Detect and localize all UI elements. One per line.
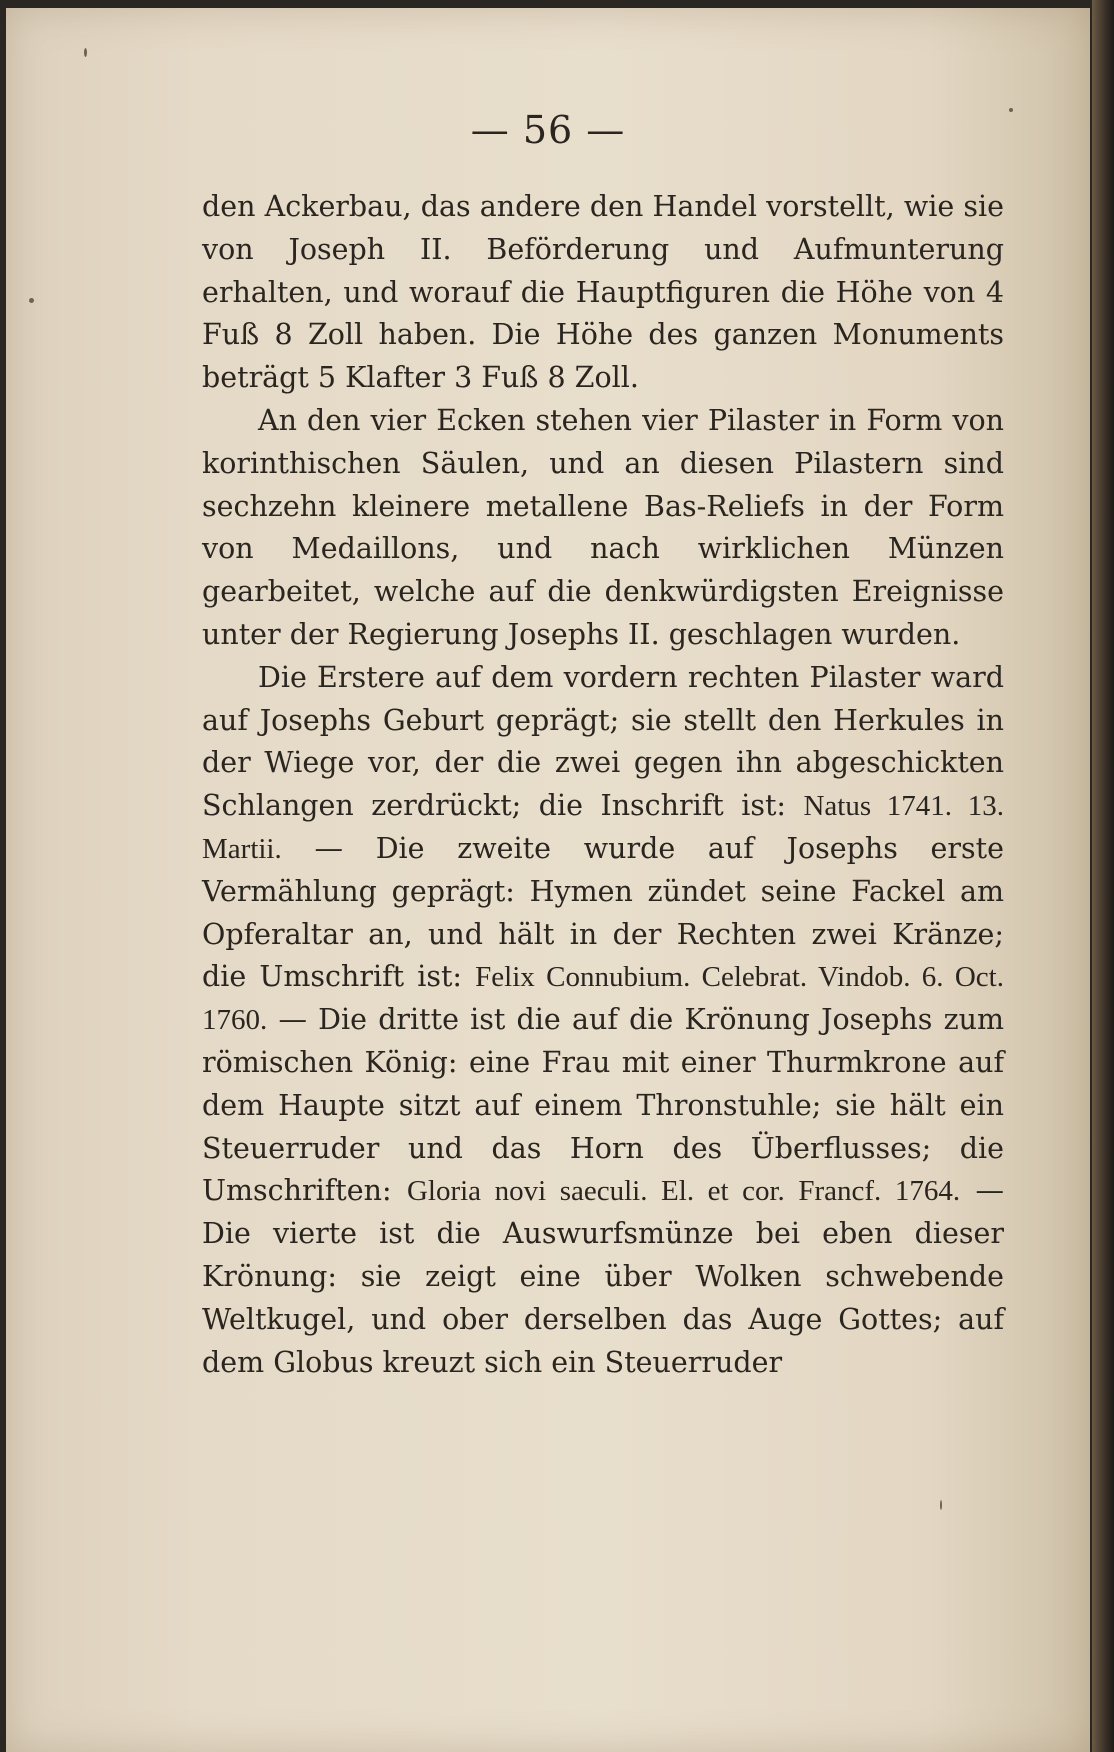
paper-speck: [1009, 108, 1013, 112]
paper-speck: [84, 48, 87, 57]
paper-speck: [29, 298, 34, 303]
latin-inscription: Felix Connubium. Celebrat. Vindob. 6. Oct. 1760.: [202, 961, 1004, 1037]
text-segment: den Ackerbau, das andere den Handel vorstellt, wie sie von Joseph II. Beförderung und Aufmunterung erhalten, und worauf die Hauptfiguren die Höhe von 4 Fuß 8 Zoll haben. Die Höhe des ganzen Monuments beträgt 5 Klafter 3 Fuß 8 Zoll.: [202, 190, 1004, 395]
text-segment: — Die zweite wurde auf Josephs erste Vermählung geprägt: Hymen zündet seine Fackel am Opferaltar an, und hält in der Rechten zwei Kränze; die Umschrift ist:: [202, 831, 1004, 994]
book-page: [6, 8, 1090, 1752]
book-spine-edge: [1092, 0, 1114, 1752]
latin-inscription: Gloria novi saeculi. El. et cor. Francf. 1764.: [406, 1175, 961, 1208]
text-segment: An den vier Ecken stehen vier Pilaster in Form von korinthischen Säulen, und an diesen Pilastern sind sechzehn kleinere metallene Bas-Reliefs in der Form von Medaillons, und nach wirklichen Münzen gearbeitet, welche auf die denkwürdigsten Ereignisse unter der Regierung Josephs II. geschlagen wurden.: [202, 403, 1004, 651]
page-number-header: — 56 —: [470, 108, 626, 152]
text-segment: — Die vierte ist die Auswurfsmünze bei eben dieser Krönung: sie zeigt eine über Wolken schwebende Weltkugel, und ober derselben das Auge Gottes; auf dem Globus kreuzt sich ein Steuerruder: [202, 1174, 1005, 1379]
paper-speck: [940, 1500, 942, 1510]
paragraph: [202, 186, 1004, 400]
text-segment: Die Erstere auf dem vordern rechten Pilaster ward auf Josephs Geburt geprägt; sie stellt den Herkules in der Wiege vor, der die zwei gegen ihn abgeschickten Schlangen zerdrückt; die Inschrift ist:: [202, 660, 1004, 823]
text-segment: — Die dritte ist die auf die Krönung Josephs zum römischen König: eine Frau mit einer Thurmkrone auf dem Haupte sitzt auf einem Thronstuhle; sie hält ein Steuerruder und das Horn des Überflusses; die Umschriften:: [202, 1003, 1004, 1208]
paragraph: [202, 400, 1004, 657]
paragraph: [202, 657, 1004, 1385]
latin-inscription: Natus 1741. 13. Martii.: [202, 790, 1004, 865]
body-text: [202, 186, 1004, 1384]
